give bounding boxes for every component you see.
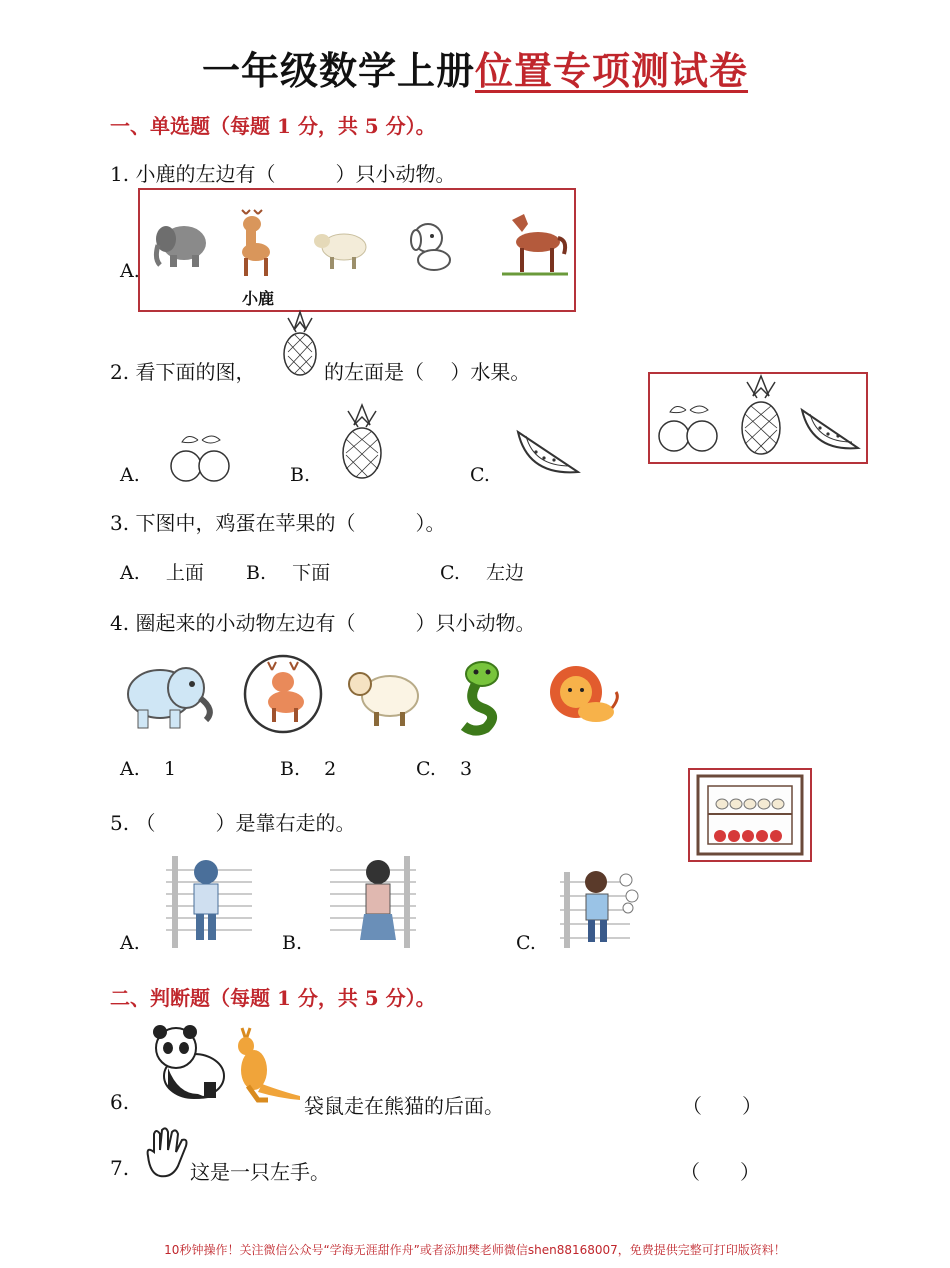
q3-option-b-text: 下面: [292, 562, 331, 584]
section1-heading: 一、单选题（每题 1 分，共 5 分）。: [110, 114, 436, 138]
pineapple-icon: [338, 405, 386, 479]
q3-option-a-text: 上面: [165, 562, 204, 584]
q1-animal-box: [138, 188, 576, 312]
watermelon-icon: [514, 428, 582, 478]
q3-option-a-letter: A.: [120, 562, 140, 584]
q4-option-b-letter: B.: [280, 758, 301, 780]
q4-text: 4. 圈起来的小动物左边有（ ）只小动物。: [110, 611, 536, 635]
fridge-icon: [696, 774, 804, 856]
q3-option-a[interactable]: [120, 558, 204, 585]
watermelon-icon: [798, 406, 862, 454]
q3-option-c[interactable]: [440, 558, 524, 585]
lion-icon: [548, 662, 620, 732]
q3-text: 3. 下图中，鸡蛋在苹果的（ ）。: [110, 511, 446, 535]
q4-option-b-text: 2: [324, 758, 337, 780]
q3-option-c-text: 左边: [485, 562, 524, 584]
q5-option-a[interactable]: A.: [120, 932, 140, 954]
q3-fridge-box: [688, 768, 812, 862]
q5-text: 5. （ ）是靠右走的。: [110, 811, 356, 835]
q4-option-a[interactable]: [120, 758, 176, 780]
kangaroo-icon: [228, 1026, 302, 1104]
q6-answer-paren[interactable]: （ ）: [682, 1094, 762, 1118]
q4-option-c[interactable]: [416, 758, 472, 780]
q5-option-c[interactable]: C.: [516, 932, 536, 954]
q1-option-a[interactable]: A.: [120, 260, 140, 282]
q4-option-c-letter: C.: [416, 758, 436, 780]
sheep-icon: [312, 225, 372, 275]
q3-option-c-letter: C.: [440, 562, 460, 584]
q4-option-a-text: 1: [163, 758, 176, 780]
q7-text: 这是一只左手。: [190, 1160, 330, 1184]
snake-icon: [456, 660, 512, 736]
q4-option-c-text: 3: [459, 758, 473, 780]
q2-text-before: 2. 看下面的图，: [110, 360, 256, 384]
deer-circled-icon: [242, 654, 324, 734]
q3-option-b-letter: B.: [246, 562, 267, 584]
elephant-icon: [150, 215, 210, 275]
horse-icon: [502, 210, 568, 280]
q4-option-a-letter: A.: [120, 758, 140, 780]
panda-icon: [148, 1024, 232, 1102]
q6-number: 6.: [110, 1090, 130, 1114]
dog-icon: [402, 218, 462, 274]
q3-option-b[interactable]: [246, 558, 330, 585]
q2-option-b[interactable]: B.: [290, 464, 311, 486]
pineapple-icon: [738, 376, 784, 456]
q6-text: 袋鼠走在熊猫的后面。: [304, 1094, 504, 1118]
q2-option-a[interactable]: A.: [120, 464, 140, 486]
q2-text-after: 的左面是（ ）水果。: [324, 360, 531, 384]
q4-option-b[interactable]: [280, 758, 336, 780]
footer-note: 10秒钟操作！关注微信公众号“学海无涯甜作舟”或者添加樊老师微信shen88168007，免费提供完整可打印版资料！: [164, 1243, 786, 1257]
stairs-person-icon: [166, 856, 252, 948]
section2-heading: 二、判断题（每题 1 分，共 5 分）。: [110, 986, 436, 1010]
elephant-icon: [120, 654, 220, 734]
sheep-icon: [344, 660, 424, 730]
title-black: 一年级数学上册: [201, 49, 475, 93]
fruit-icon: [168, 432, 238, 482]
hand-icon: [142, 1126, 192, 1180]
q2-fruit-box: [648, 372, 868, 464]
stairs-person-icon: [560, 862, 646, 948]
q7-number: 7.: [110, 1156, 130, 1180]
q1-text: 1. 小鹿的左边有（ ）只小动物。: [110, 162, 456, 186]
q5-option-b[interactable]: B.: [282, 932, 303, 954]
title-red: 位置专项测试卷: [475, 49, 749, 93]
fruit-icon: [656, 402, 724, 454]
pineapple-icon: [280, 312, 320, 376]
q7-answer-paren[interactable]: （ ）: [680, 1160, 760, 1184]
q2-option-c[interactable]: C.: [470, 464, 490, 486]
deer-icon: [228, 210, 278, 280]
stairs-person-icon: [330, 856, 416, 948]
deer-label: 小鹿: [242, 289, 275, 308]
page-title: [0, 40, 950, 95]
